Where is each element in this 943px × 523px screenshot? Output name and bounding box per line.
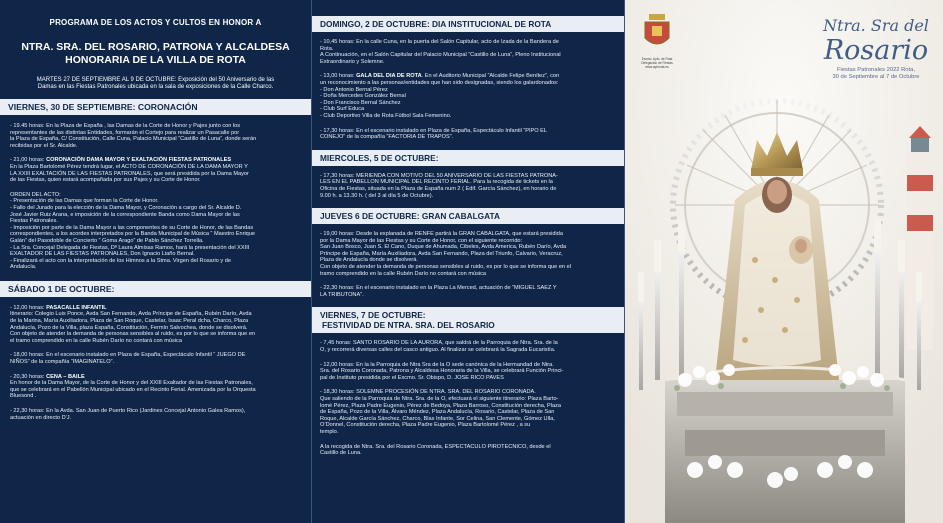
event-text: - 13,00 horas: GALA DEL DIA DE ROTA. En el Auditorio Municipal “Alcalde Felipe Benítez”, con un reconocimiento a las personas/entidades que han sido designadas, siendo los galardonados: - Don Antonio Bernal Pérez - Doña Mercedes González Bernal - Don Francisco Bernal Sánchez - Club Surf Educa - Club Deportivo Villa de Rota Fútbol Sala Femenino. (320, 73, 560, 119)
event-text: A la recogida de Ntra. Sra. del Rosario Coronada, ESPECTACULO PIROTECNICO, desde el Castillo de Luna. (320, 443, 551, 457)
program-header: PROGRAMA DE LOS ACTOS Y CULTOS EN HONOR A (49, 18, 262, 27)
event-text: - 7,45 horas: SANTO ROSARIO DE LA AURORA, que saldrá de la Parroquia de Ntra. Sra. de la O, y recorrerá diversas calles del casco antiguo. Al finalizar se celebrará la Sagrada Eucaristía. (320, 340, 558, 354)
cover-title (813, 16, 939, 81)
throne-base (665, 368, 905, 523)
event-text: - 17,30 horas: MERIENDA CON MOTIVO DEL 50 ANIVERSARIO DE LAS FIESTAS PATRONA- LES EN EL PABELLON MUNICIPAL DEL RECINTO FERIAL. Para la recogida de tickets en la Oficina de Fiestas, situada en la Plaza de España num 2 ( Edif. García Sánchez), en horario de 9.00 h. a 13.30 h. ( del 3 al día 5 de Octubre). (320, 172, 558, 199)
crest-caption: Excmo. Ayto. de Rota Delegación de Fiestas www.aytorota.es (641, 57, 673, 69)
cover-subtitle: Fiestas Patronales 2022 Rota, 30 de Septiembre al 7 de Octubre (832, 67, 920, 80)
event-text: - 19,00 horas: Desde la explanada de RENFE partirá la GRAN CABALGATA, que estará presidida por la Dama Mayor de las Fiestas y su Corte de Honor, con el siguiente recorrido: San Juan Bosco, Juan S. El Cano, Duque de Ahumada, Cibeles, Avda America, Rubén Darío, Avda Príncipe de España, María Auxiliadora, Avda San Fernando, Plaza del Triunfo, Calvario, Veracruz, Plaza de Andalucía donde se disolverá. Con objeto de atender la demanda de personas sensibles al ruido, es por lo que se informa que en el tramo comprendido en la calle Rubén Darío no contará con música (320, 231, 571, 277)
day-band-miercoles-5: MIERCOLES, 5 DE OCTUBRE: (312, 150, 624, 166)
event-text: - 17,30 horas: En el escenario instalado en Plaza de España, Espectáculo Infantil “PIPO EL CONEJO” de la compañía “FACTORIA DE TRAPOS”. (320, 127, 547, 141)
crest-icon (643, 12, 671, 52)
event-text: - 21,00 horas: CORONACIÓN DAMA MAYOR Y EXALTACIÓN FIESTAS PATRONALES En la Plaza Bartolomé Pérez tendrá lugar, el ACTO DE CORONACIÓN DE LA DAMA MAYOR Y LA XXIII EXALTACIÓN DE LAS FIESTAS PATRONALES, que será presidida por la Dama Mayor de las Fiestas, quien estará acompañada por sus Pajes y su Corte de Honor. (10, 157, 249, 184)
program-column-2 (312, 0, 625, 523)
town-crest (635, 12, 679, 69)
day-band-viernes-7: VIERNES, 7 DE OCTUBRE: FESTIVIDAD DE NTRA. SRA. DEL ROSARIO (312, 307, 624, 333)
event-text: - 19.45 horas: En la Plaza de España , las Damas de la Corte de Honor y Pajes junto con los representantes de las distintas Entidades, formarán el Cortejo para realizar un Pasacalle por la Plaza de España, C/ Constitución, Calle Cuna, Palacio Municipal “Castillo de Luna”, donde serán recibidas por el Sr. Alcalde. (10, 123, 257, 149)
program-title: NTRA. SRA. DEL ROSARIO, PATRONA Y ALCALDESA HONORARIA DE LA VILLA DE ROTA (21, 41, 290, 66)
event-text: - 12,00 horas: PASACALLE INFANTIL Itinerario: Colegio Luis Ponce, Avda San Fernando, Avda Príncipe de España, Rubén Darío, Avda de la Marina, María Auxiliadora, Plaza de San Roque, Castelar, Isaac Peral dcha, Charco, Plaza Andalucía, Pozo de la Villa, plaza España, Constitución, Fermín Salvochea, donde se disolverá. Con objeto de atender la demanda de personas sensibles al ruido, es por lo que se informa que en el tramo comprendido en la calle Rubén Darío no contará con música (10, 304, 256, 344)
program-column-1 (0, 0, 312, 523)
event-text: - 22,30 horas: En la Avda. San Juan de Puerto Rico (Jardines Concejal Antonio Galea Ramos), actuación en directo D'J. (10, 408, 246, 421)
event-text: ORDEN DEL ACTO: - Presentación de las Damas que forman la Corte de Honor. - Fallo del Jurado para la elección de la Dama Mayor, y Coronación a cargo del Sr. Alcalde D. José Javier Ruiz Arana, e imposición de la correspondiente Banda como Dama Mayor de las Fiestas Patronales. - Imposición por parte de la Dama Mayor a las componentes de su Corte de Honor, de las Bandas correspondientes, a los acordes interpretados por la Banda Municipal de Música “ Maestro Enrique Galán” del Pasodoble de Concierto “ Goma Arago” de Pablo Sánchez Torrella. - La Sra. Concejal Delegada de Fiestas, Dª Laura Almisas Ramos, hará la presentación del XXIII EXALTADOR DE LAS FIESTAS PATRONALES, Don Ignacio Liaño Bernal. - Finalizará el acto con la interpretación de los Himnos a la Stma. Virgen del Rosario y de Andalucía. (10, 191, 256, 271)
event-text: - 20,30 horas: CENA – BAILE En honor de la Dama Mayor, de la Corte de Honor y del XXIII Exaltador de las Fiestas Patronales, que se celebrará en el Pabellón Municipal ubicado en el Recinto Ferial. Amenizada por la Orquesta Bluesond . (10, 373, 256, 400)
event-text: - 18,30 horas: SOLEMNE PROCESIÓN DE NTRA. SRA. DEL ROSARIO CORONADA. Que saliendo de la Parroquia de Ntra. Sra. de la O, efectuará el siguiente itinerario: Plaza Barto- lomé Pérez, Plaza Padre Eugenio, Pérez de Bedoya, Plaza Barroso, Constitución derecha, Plaza de España, Pozo de la Villa, Álvaro Méndez, Plaza Andalucía, Rosario, Castelar, Plaza de San Roque, Alcalde García Sánchez, Charco, Blas Infante, Sor Celina, San Clemente, Gómez Ulla, O’Donnel, Constitución derecha, Plaza Padre Eugenio, Plaza Bartolomé Pérez , a su templo. (320, 389, 561, 435)
day-band-viernes-30: VIERNES, 30 DE SEPTIEMBRE: CORONACIÓN (0, 99, 311, 115)
event-text: - 22,30 horas: En el escenario instalado en la Plaza La Merced, actuación de “MIGUEL SAEZ Y LA TRIBUTONA”. (320, 285, 557, 298)
day-band-jueves-6: JUEVES 6 DE OCTUBRE: GRAN CABALGATA (312, 208, 624, 224)
event-text: - 18,00 horas: En el escenario instalado en Plaza de España, Espectáculo Infantil “ JUEGO DE NIÑOS” de la compañía “IMAGINATELO”. (10, 352, 246, 366)
event-text: - 10,45 horas: En la calle Cuna, en la puerta del Salón Capitular, acto de Izada de la Bandera de Rota. A Continuación, en el Salón Capitular del Palacio Municipal “Castillo de Luna”, Pleno Institucional Extraordinario y Solemne. (320, 39, 561, 65)
day-band-domingo-2: DOMINGO, 2 DE OCTUBRE: DIA INSTITUCIONAL DE ROTA (312, 16, 624, 32)
event-text: - 12,00 horas: En la la Parroquia de Ntra Sra de la O sede canónica de la Hermandad de Ntra. Sra. del Rosario Coronada, Patrona y Alcaldesa Honoraria de la Villa, se celebrará Función Princi- pal de Instituto presidida por el Excmo. Sr. Obispo, D. JOSE RICO PAVES (320, 361, 564, 381)
cover-title-line2: Rosario (823, 35, 929, 66)
cover-panel (625, 0, 943, 523)
intro-text: MARTES 27 DE SEPTIEMBRE AL 9 DE OCTUBRE: Exposición del 50 Aniversario de las Damas en las Fiestas Patronales ubicada en la sala de exposiciones de la Calle Charco. (36, 77, 275, 90)
day-band-sabado-1: SÁBADO 1 DE OCTUBRE: (0, 281, 311, 297)
cover-title-line1: Ntra. Sra del (823, 16, 929, 35)
